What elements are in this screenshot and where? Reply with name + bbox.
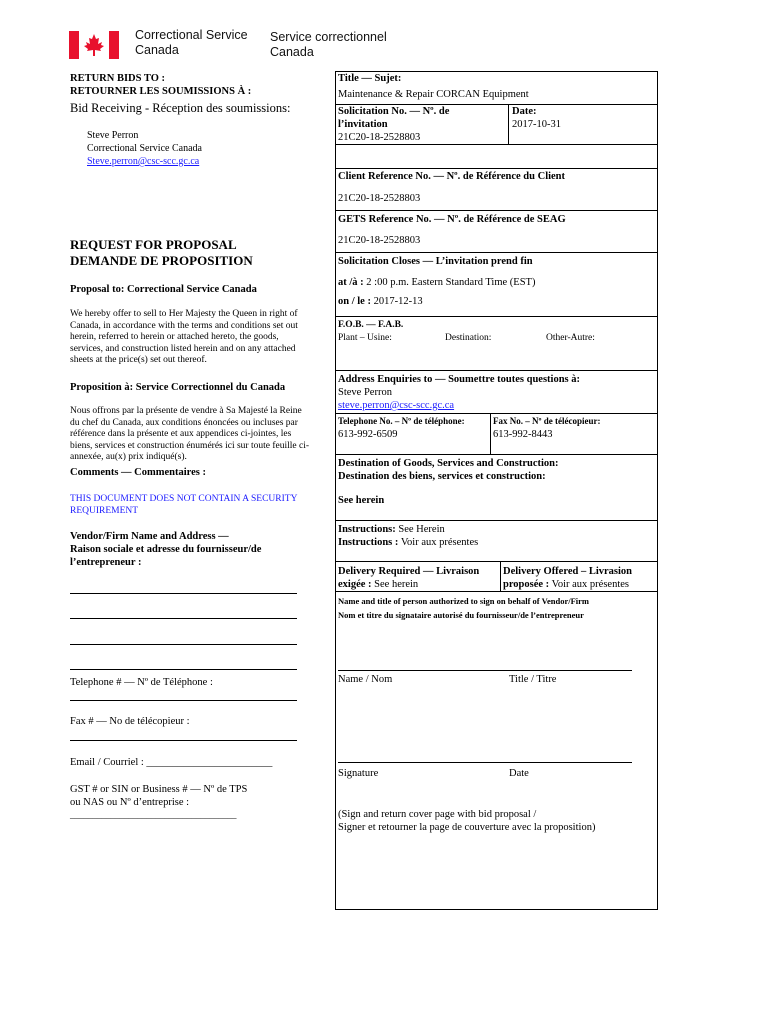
vendor-line2: Raison sociale et adresse du fournisseur/de (70, 544, 262, 555)
closes-divider (335, 316, 658, 317)
department-name-fr-line1: Service correctionnel (270, 30, 387, 44)
fob-destination-label: Destination: (445, 333, 492, 343)
return-bids-line1: RETURN BIDS TO : (70, 73, 166, 84)
fob-plant-label: Plant – Usine: (338, 333, 392, 343)
date-value: 2017-10-31 (512, 119, 561, 130)
client-ref-top-divider (335, 168, 658, 169)
gets-ref-divider (335, 252, 658, 253)
closes-on-value: 2017-12-13 (373, 296, 423, 307)
delivery-offered-value: Voir aux présentes (551, 579, 629, 590)
rfp-title-fr: DEMANDE DE PROPOSITION (70, 252, 253, 268)
delivery-required-label: exigée : (338, 579, 372, 590)
gets-ref-value: 21C20-18-2528803 (338, 235, 421, 246)
closes-at-value: 2 :00 p.m. Eastern Standard Time (EST) (366, 277, 536, 288)
sign-return-note (338, 808, 595, 834)
telephone-field-line[interactable] (70, 700, 297, 701)
department-name-en-line1: Correctional Service (135, 28, 248, 42)
signatory-line2: Nom et titre du signataire autorisé du fournisseur/de l’entrepreneur (338, 610, 584, 620)
security-line1: THIS DOCUMENT DOES NOT CONTAIN A SECURITY (70, 494, 298, 504)
closes-on-row (338, 296, 423, 307)
enquiries-email-link[interactable]: steve.perron@csc-scc.gc.ca (338, 400, 455, 411)
phone-fax-bottom-divider (335, 454, 658, 455)
signature-date-label: Date (509, 768, 529, 779)
destination-label (338, 457, 559, 483)
signatory-line1: Name and title of person authorized to sign on behalf of Vendor/Firm (338, 596, 589, 606)
instructions-divider (335, 561, 658, 562)
delivery-required-cell (338, 565, 479, 591)
bid-contact-block (87, 129, 202, 168)
proposition-to-label: Proposition à: Service Correctionnel du Canada (70, 382, 286, 393)
telephone-label: Telephone # — Nº de Téléphone : (70, 677, 213, 688)
vendor-line3: l’entrepreneur : (70, 557, 142, 568)
delivery-required-value: See herein (374, 579, 419, 590)
closes-on-label: on / le : (338, 296, 371, 307)
email-label: Email / Courriel : ________________________ (70, 757, 273, 768)
vendor-address-line-4[interactable] (70, 669, 297, 670)
fob-label: F.O.B. — F.A.B. (338, 320, 404, 330)
canada-flag-logo (69, 31, 119, 59)
solicitation-label-line1: Solicitation No. — Nº. de (338, 106, 450, 117)
gst-label (70, 783, 247, 822)
sign-return-line1: (Sign and return cover page with bid proposal / (338, 809, 537, 820)
gst-field-line[interactable]: _____________________________________ (70, 810, 237, 820)
solicitation-divider (335, 144, 658, 145)
title-value: Maintenance & Repair CORCAN Equipment (338, 89, 529, 100)
fax-label: Fax # — No de télécopieur : (70, 716, 190, 727)
phone-label: Telephone No. – Nº de téléphone: (338, 416, 465, 426)
signatory-heading (338, 594, 589, 622)
enquiries-divider (335, 413, 658, 414)
solicitation-value: 21C20-18-2528803 (338, 132, 421, 143)
department-name-en-line2: Canada (135, 43, 179, 57)
bid-contact-org: Correctional Service Canada (87, 143, 202, 154)
bid-contact-name: Steve Perron (87, 130, 139, 141)
security-line2: REQUIREMENT (70, 506, 139, 516)
instructions-fr-label: Instructions : (338, 537, 399, 548)
date-label: Date: (512, 106, 537, 117)
instructions-en-value: See Herein (398, 524, 445, 535)
department-name-fr-line2: Canada (270, 45, 314, 59)
signature-field-label: Signature (338, 768, 379, 779)
vendor-name-address-label (70, 530, 261, 569)
name-field-label: Name / Nom (338, 674, 393, 685)
closes-at-label: at /à : (338, 277, 364, 288)
title-label: Title — Sujet: (338, 73, 402, 84)
fax-no-label: Fax No. – Nº de télécopieur: (493, 416, 601, 426)
title-divider (335, 104, 658, 105)
department-name-en (135, 28, 248, 58)
instructions-fr-value: Voir aux présentes (400, 537, 479, 548)
client-ref-label: Client Reference No. — Nº. de Référence du Client (338, 171, 566, 182)
vendor-address-line-3[interactable] (70, 644, 297, 645)
delivery-bottom-divider (335, 591, 658, 592)
gst-line2: ou NAS ou Nº d’entreprise : (70, 797, 190, 808)
vendor-address-line-1[interactable] (70, 593, 297, 594)
offer-text-en: We hereby offer to sell to Her Majesty the Queen in right of Canada, in accordance with the terms and conditions set out herein, referred to herein or attached hereto, the goods, services, and construction listed herein and on any attached sheets at the price(s) set out thereof. (70, 309, 298, 366)
fax-field-line[interactable] (70, 740, 297, 741)
return-bids-heading (70, 72, 251, 98)
solicitation-date-divider (508, 104, 509, 144)
comments-label: Comments — Commentaires : (70, 467, 206, 478)
client-ref-value: 21C20-18-2528803 (338, 193, 421, 204)
maple-leaf-icon (79, 31, 109, 59)
enquiries-label: Address Enquiries to — Soumettre toutes questions à: (338, 374, 581, 385)
destination-value: See herein (338, 495, 385, 506)
instructions-en-label: Instructions: (338, 524, 396, 535)
destination-label-line1: Destination of Goods, Services and Construction: (338, 458, 559, 469)
offer-text-fr: Nous offrons par la présente de vendre à Sa Majesté la Reine du chef du Canada, aux conditions énoncées ou incluses par référence dans la présente et aux appendices ci-jointes, les biens, services et construction énumérés ici sur toute feuille ci-annexée, au(x) prix indiqué(s). (70, 406, 310, 463)
vendor-address-line-2[interactable] (70, 618, 297, 619)
bid-receiving-label: Bid Receiving - Réception des soumissions: (70, 101, 291, 115)
fob-other-label: Other-Autre: (546, 333, 595, 343)
closes-at-row (338, 277, 535, 288)
delivery-required-line1: Delivery Required — Livraison (338, 566, 480, 577)
instructions-fr-row (338, 537, 478, 548)
gst-line1: GST # or SIN or Business # — Nº de TPS (70, 784, 248, 795)
bid-contact-email-link[interactable]: Steve.perron@csc-scc.gc.ca (87, 156, 200, 167)
destination-divider (335, 520, 658, 521)
fax-no-value: 613-992-8443 (493, 429, 553, 440)
fob-divider (335, 370, 658, 371)
solicitation-closes-label: Solicitation Closes — L’invitation prend fin (338, 256, 533, 267)
sign-return-line2: Signer et retourner la page de couverture avec la proposition) (338, 822, 596, 833)
delivery-divider (500, 561, 501, 591)
proposal-to-label: Proposal to: Correctional Service Canada (70, 284, 257, 295)
vendor-line1: Vendor/Firm Name and Address — (70, 531, 229, 542)
signature-date-line[interactable] (338, 762, 632, 763)
department-name-fr (270, 30, 387, 60)
security-requirement-note (70, 493, 297, 517)
enquiries-name: Steve Perron (338, 387, 392, 398)
delivery-offered-line1: Delivery Offered – Livrasion (503, 566, 632, 577)
delivery-offered-cell (503, 565, 632, 591)
solicitation-label (338, 106, 449, 131)
rfp-title (70, 237, 253, 268)
rfp-title-en: REQUEST FOR PROPOSAL (70, 237, 237, 252)
client-ref-divider (335, 210, 658, 211)
delivery-offered-label: proposée : (503, 579, 550, 590)
phone-value: 613-992-6509 (338, 429, 398, 440)
solicitation-label-line2: l’invitation (338, 118, 388, 130)
instructions-en-row (338, 524, 445, 535)
gets-ref-label: GETS Reference No. — Nº. de Référence de SEAG (338, 214, 566, 225)
title-field-label: Title / Titre (509, 674, 557, 685)
phone-fax-divider (490, 413, 491, 454)
return-bids-line2: RETOURNER LES SOUMISSIONS À : (70, 86, 252, 97)
destination-label-line2: Destination des biens, services et construction: (338, 471, 546, 482)
name-title-signature-line[interactable] (338, 670, 632, 671)
